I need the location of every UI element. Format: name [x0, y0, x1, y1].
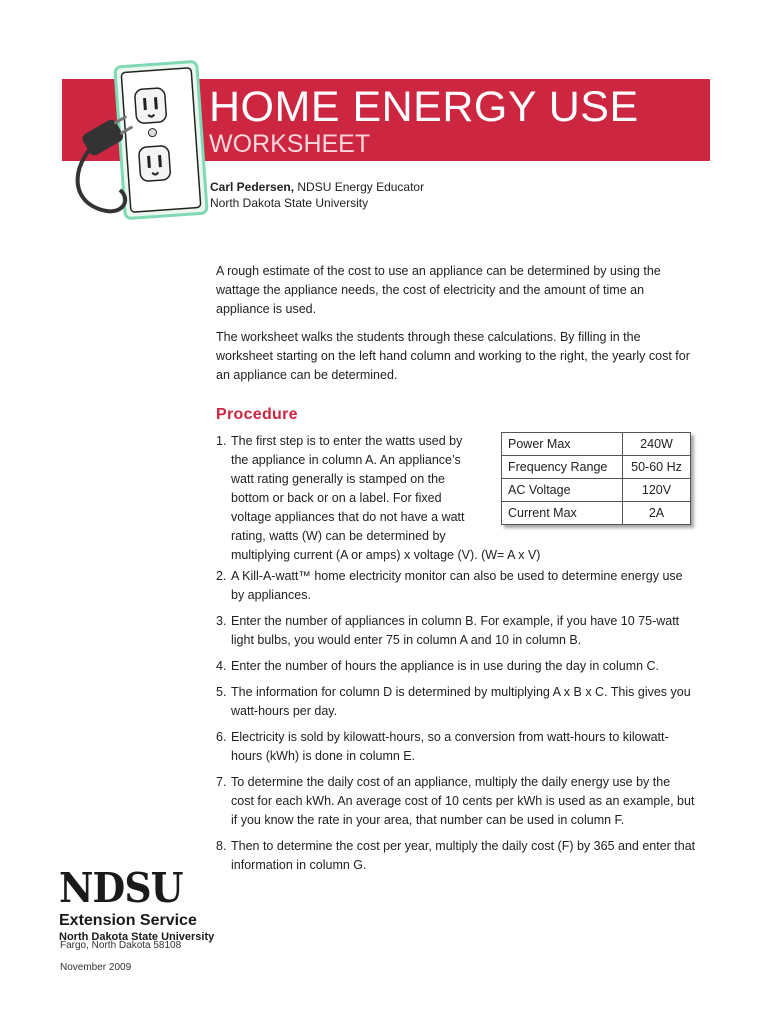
- logo-name: NDSU: [59, 864, 183, 912]
- logo-service: Extension Service: [59, 912, 197, 929]
- intro-paragraph-1: A rough estimate of the cost to use an appliance can be determined by using the wattage the appliance needs, the cost of electricity and the amount of time an appliance is used.: [216, 264, 661, 316]
- step-line: rating, watts (W) can be determined by: [231, 529, 446, 543]
- step-line: multiplying current (A or amps) x voltage (V). (W= A x V): [231, 548, 541, 562]
- spec-label: Current Max: [502, 502, 623, 525]
- footer-address: Fargo, North Dakota 58108: [60, 940, 182, 951]
- step-number: 7.: [216, 775, 227, 789]
- spec-label: AC Voltage: [502, 479, 623, 502]
- step-line: voltage appliances that do not have a watt: [231, 510, 465, 524]
- step-text: Electricity is sold by kilowatt-hours, so a conversion from watt-hours to kilowatt-hours (kWh) is done in column E.: [231, 730, 669, 763]
- step-number: 5.: [216, 685, 227, 699]
- procedure-step-6: [216, 728, 696, 766]
- step-text: To determine the daily cost of an appliance, multiply the daily energy use by the cost for each kWh. An average cost of 10 cents per kWh is used as an example, but if you know the rate in your area, that number can be used in column F.: [231, 775, 695, 827]
- table-row: [502, 456, 691, 479]
- step-number: 6.: [216, 730, 227, 744]
- author-role: NDSU Energy Educator: [294, 180, 425, 194]
- table-row: [502, 433, 691, 456]
- step-text: A Kill-A-watt™ home electricity monitor can also be used to determine energy use by appliances.: [231, 569, 683, 602]
- spec-table: [501, 432, 691, 525]
- step-line: watt rating generally is stamped on the: [231, 472, 446, 486]
- ndsu-logo: [59, 864, 215, 943]
- author-institution: North Dakota State University: [210, 196, 369, 210]
- logo-university: North Dakota State University: [59, 931, 215, 943]
- step-number: 8.: [216, 839, 227, 853]
- spec-value: 50-60 Hz: [623, 456, 691, 479]
- footer-date: November 2009: [60, 962, 132, 973]
- page-title: HOME ENERGY USE: [209, 83, 639, 131]
- procedure-step-7: [216, 773, 696, 830]
- step-line: bottom or back or on a label. For fixed: [231, 491, 442, 505]
- table-row: [502, 502, 691, 525]
- intro-paragraph-2: The worksheet walks the students through these calculations. By filling in the worksheet starting on the left hand column and working to the right, the yearly cost for an appliance can be determined.: [216, 330, 690, 382]
- step-number: 2.: [216, 569, 227, 583]
- spec-label: Power Max: [502, 433, 623, 456]
- spec-label: Frequency Range: [502, 456, 623, 479]
- procedure-step-3: [216, 612, 696, 650]
- step-text: Then to determine the cost per year, multiply the daily cost (F) by 365 and enter that information in column G.: [231, 839, 696, 872]
- procedure-step-8: [216, 837, 696, 875]
- byline: [210, 179, 424, 211]
- table-row: [502, 479, 691, 502]
- step-number: 1.: [216, 434, 227, 448]
- step-number: 4.: [216, 659, 227, 673]
- outlet-plug-icon: [62, 60, 212, 230]
- step-text: The information for column D is determined by multiplying A x B x C. This gives you watt-hours per day.: [231, 685, 691, 718]
- step-line: the appliance in column A. An appliance’s: [231, 453, 461, 467]
- spec-value: 2A: [623, 502, 691, 525]
- intro-text: [216, 262, 696, 394]
- step-text: Enter the number of appliances in column B. For example, if you have 10 75-watt light bulbs, you would enter 75 in column A and 10 in column B.: [231, 614, 680, 647]
- procedure-step-2: [216, 567, 696, 605]
- procedure-step-5: [216, 683, 696, 721]
- author-name: Carl Pedersen,: [210, 180, 295, 194]
- procedure-step-4: [216, 657, 696, 676]
- step-number: 3.: [216, 614, 227, 628]
- page-subtitle: WORKSHEET: [209, 130, 371, 158]
- spec-value: 120V: [623, 479, 691, 502]
- step-text: Enter the number of hours the appliance is in use during the day in column C.: [231, 659, 660, 673]
- step-line: The first step is to enter the watts used by: [231, 434, 463, 448]
- procedure-heading: Procedure: [216, 406, 298, 423]
- spec-value: 240W: [623, 433, 691, 456]
